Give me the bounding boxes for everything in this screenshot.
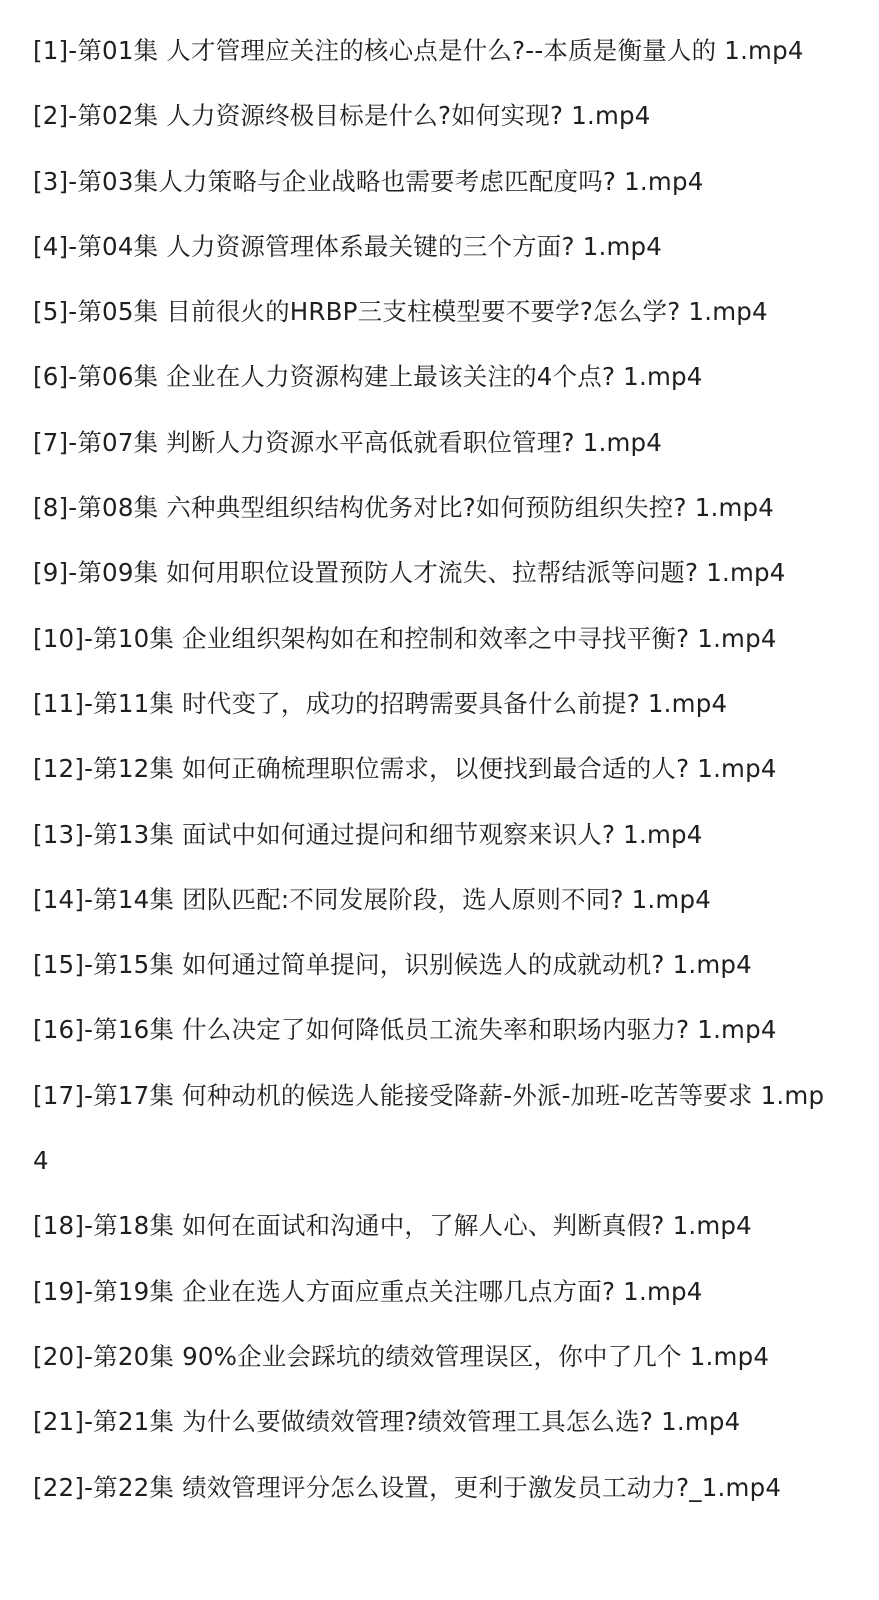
file-item-03[interactable]: [3]-第03集人力策略与企业战略也需要考虑匹配度吗? 1.mp4 (33, 166, 704, 196)
file-item-05[interactable]: [5]-第05集 目前很火的HRBP三支柱模型要不要学?怎么学? 1.mp4 (33, 297, 768, 327)
file-item-15[interactable]: [15]-第15集 如何通过简单提问，识别候选人的成就动机? 1.mp4 (33, 950, 752, 980)
file-item-19[interactable]: [19]-第19集 企业在选人方面应重点关注哪几点方面? 1.mp4 (33, 1276, 703, 1306)
file-item-17[interactable]: [17]-第17集 何种动机的候选人能接受降薪-外派-加班-吃苦等要求 1.mp4 (33, 1080, 825, 1176)
file-item-10[interactable]: [10]-第10集 企业组织架构如在和控制和效率之中寻找平衡? 1.mp4 (33, 623, 777, 653)
file-item-09[interactable]: [9]-第09集 如何用职位设置预防人才流失、拉帮结派等问题? 1.mp4 (33, 558, 786, 588)
file-item-12[interactable]: [12]-第12集 如何正确梳理职位需求，以便找到最合适的人? 1.mp4 (33, 754, 777, 784)
file-item-13[interactable]: [13]-第13集 面试中如何通过提问和细节观察来识人? 1.mp4 (33, 819, 703, 849)
file-item-11[interactable]: [11]-第11集 时代变了，成功的招聘需要具备什么前提? 1.mp4 (33, 688, 728, 718)
file-item-20[interactable]: [20]-第20集 90%企业会踩坑的绩效管理误区，你中了几个 1.mp4 (33, 1341, 770, 1371)
file-list (33, 18, 833, 1520)
file-item-16[interactable]: [16]-第16集 什么决定了如何降低员工流失率和职场内驱力? 1.mp4 (33, 1015, 777, 1045)
file-item-22[interactable]: [22]-第22集 绩效管理评分怎么设置，更利于激发员工动力?_1.mp4 (33, 1472, 782, 1502)
file-item-06[interactable]: [6]-第06集 企业在人力资源构建上最该关注的4个点? 1.mp4 (33, 362, 703, 392)
file-item-07[interactable]: [7]-第07集 判断人力资源水平高低就看职位管理? 1.mp4 (33, 427, 663, 457)
file-item-14[interactable]: [14]-第14集 团队匹配:不同发展阶段，选人原则不同? 1.mp4 (33, 884, 712, 914)
file-item-21[interactable]: [21]-第21集 为什么要做绩效管理?绩效管理工具怎么选? 1.mp4 (33, 1407, 741, 1437)
file-item-08[interactable]: [8]-第08集 六种典型组织结构优务对比?如何预防组织失控? 1.mp4 (33, 493, 775, 523)
file-item-04[interactable]: [4]-第04集 人力资源管理体系最关键的三个方面? 1.mp4 (33, 231, 663, 261)
file-item-02[interactable]: [2]-第02集 人力资源终极目标是什么?如何实现? 1.mp4 (33, 101, 651, 131)
file-item-01[interactable]: [1]-第01集 人才管理应关注的核心点是什么?--本质是衡量人的 1.mp4 (33, 36, 804, 65)
file-item-18[interactable]: [18]-第18集 如何在面试和沟通中，了解人心、判断真假? 1.mp4 (33, 1211, 752, 1241)
